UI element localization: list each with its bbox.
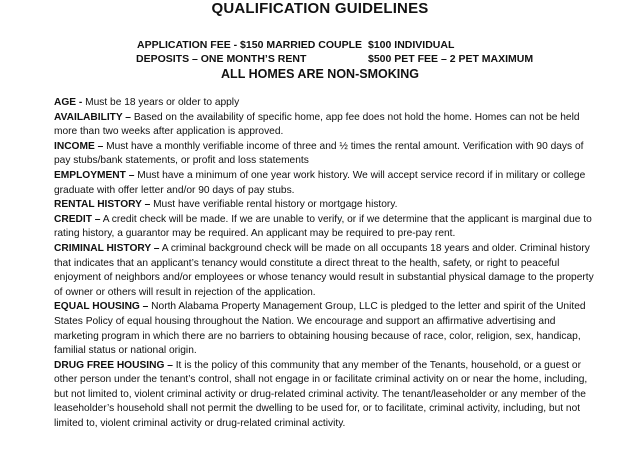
deposits-text: DEPOSITS – ONE MONTH’S RENT	[136, 53, 307, 65]
pet-fee-text: $500 PET FEE – 2 PET MAXIMUM	[368, 53, 534, 65]
guidelines-list	[54, 96, 594, 432]
guideline-term: AGE -	[54, 97, 83, 108]
guideline-text: Based on the availability of specific home, app fee does not hold the home. Homes can not be held more than two weeks after application is approved.	[54, 111, 580, 138]
guideline-term: CRIMINAL HISTORY –	[54, 242, 160, 254]
guideline-text: Must have a minimum of one year work history. We will accept service record if in military or college graduate with offer letter and/or 90 days of pay stubs.	[54, 169, 586, 196]
guideline-text: It is the policy of this community that any member of the Tenants, household, or a guest or other person under the tenant’s control, shall not engage in or facilitate criminal activity on or near the home, including, but not limited to, violent criminal activity or drug-related criminal activity. The tenant/leaseholder or any member of the leaseholder’s household shall not permit the dwelling to be used for, or to facilitate, criminal activity, including, but not limited to, violent criminal activity or drug-related criminal activity.	[54, 359, 588, 430]
guideline-rental-history	[54, 198, 594, 213]
guideline-drug-free-housing	[54, 359, 594, 432]
guideline-term: INCOME –	[54, 140, 104, 152]
guideline-text: Must have a monthly verifiable income of three and ½ times the rental amount. Verification with 90 days of pay stubs/bank statements, or profit and loss statements	[54, 140, 584, 167]
guideline-availability	[54, 111, 594, 140]
guideline-credit	[54, 213, 594, 242]
guideline-text: Must have verifiable rental history or mortgage history.	[150, 199, 398, 211]
guideline-term: EQUAL HOUSING –	[54, 301, 149, 313]
guideline-text: North Alabama Property Management Group, LLC is pledged to the letter and spirit of the United States Policy of equal housing throughout the Nation. We encourage and support an affirmative advertising and marketing program in which there are no barriers to obtaining housing because of race, color, religion, sex, handicap, familial status or national origin.	[54, 301, 586, 357]
guideline-term: DRUG FREE HOUSING –	[54, 359, 173, 371]
guideline-criminal-history	[54, 242, 594, 300]
guideline-income	[54, 140, 594, 169]
guideline-term: RENTAL HISTORY –	[54, 199, 151, 211]
guideline-equal-housing	[54, 300, 594, 358]
guideline-text: A credit check will be made. If we are unable to verify, or if we determine that the applicant is marginal due to rating history, a guarantor may be required. An applicant may be required to pre-pay rent.	[54, 213, 592, 240]
application-fee-text: APPLICATION FEE - $150 MARRIED COUPLE	[137, 39, 363, 51]
guideline-text: A criminal background check will be made on all occupants 18 years and older. Criminal history that indicates that an applicant’s tenancy would constitute a direct threat to the health, safety, or right to peaceful enjoyment of neighbors and/or employees or whose tenancy would result in substantial physical damage to the property of owner or others will result in rejection of the application.	[54, 242, 594, 298]
document-title: QUALIFICATION GUIDELINES	[211, 0, 429, 17]
guideline-employment	[54, 169, 594, 198]
guideline-term: CREDIT –	[54, 213, 101, 225]
guideline-term: EMPLOYMENT –	[54, 169, 135, 181]
guideline-text: Must be 18 years or older to apply	[82, 97, 240, 108]
guideline-age	[54, 96, 594, 111]
individual-fee-text: $100 INDIVIDUAL	[368, 39, 455, 51]
non-smoking-notice: ALL HOMES ARE NON-SMOKING	[221, 67, 419, 81]
guideline-term: AVAILABILITY –	[54, 111, 131, 123]
